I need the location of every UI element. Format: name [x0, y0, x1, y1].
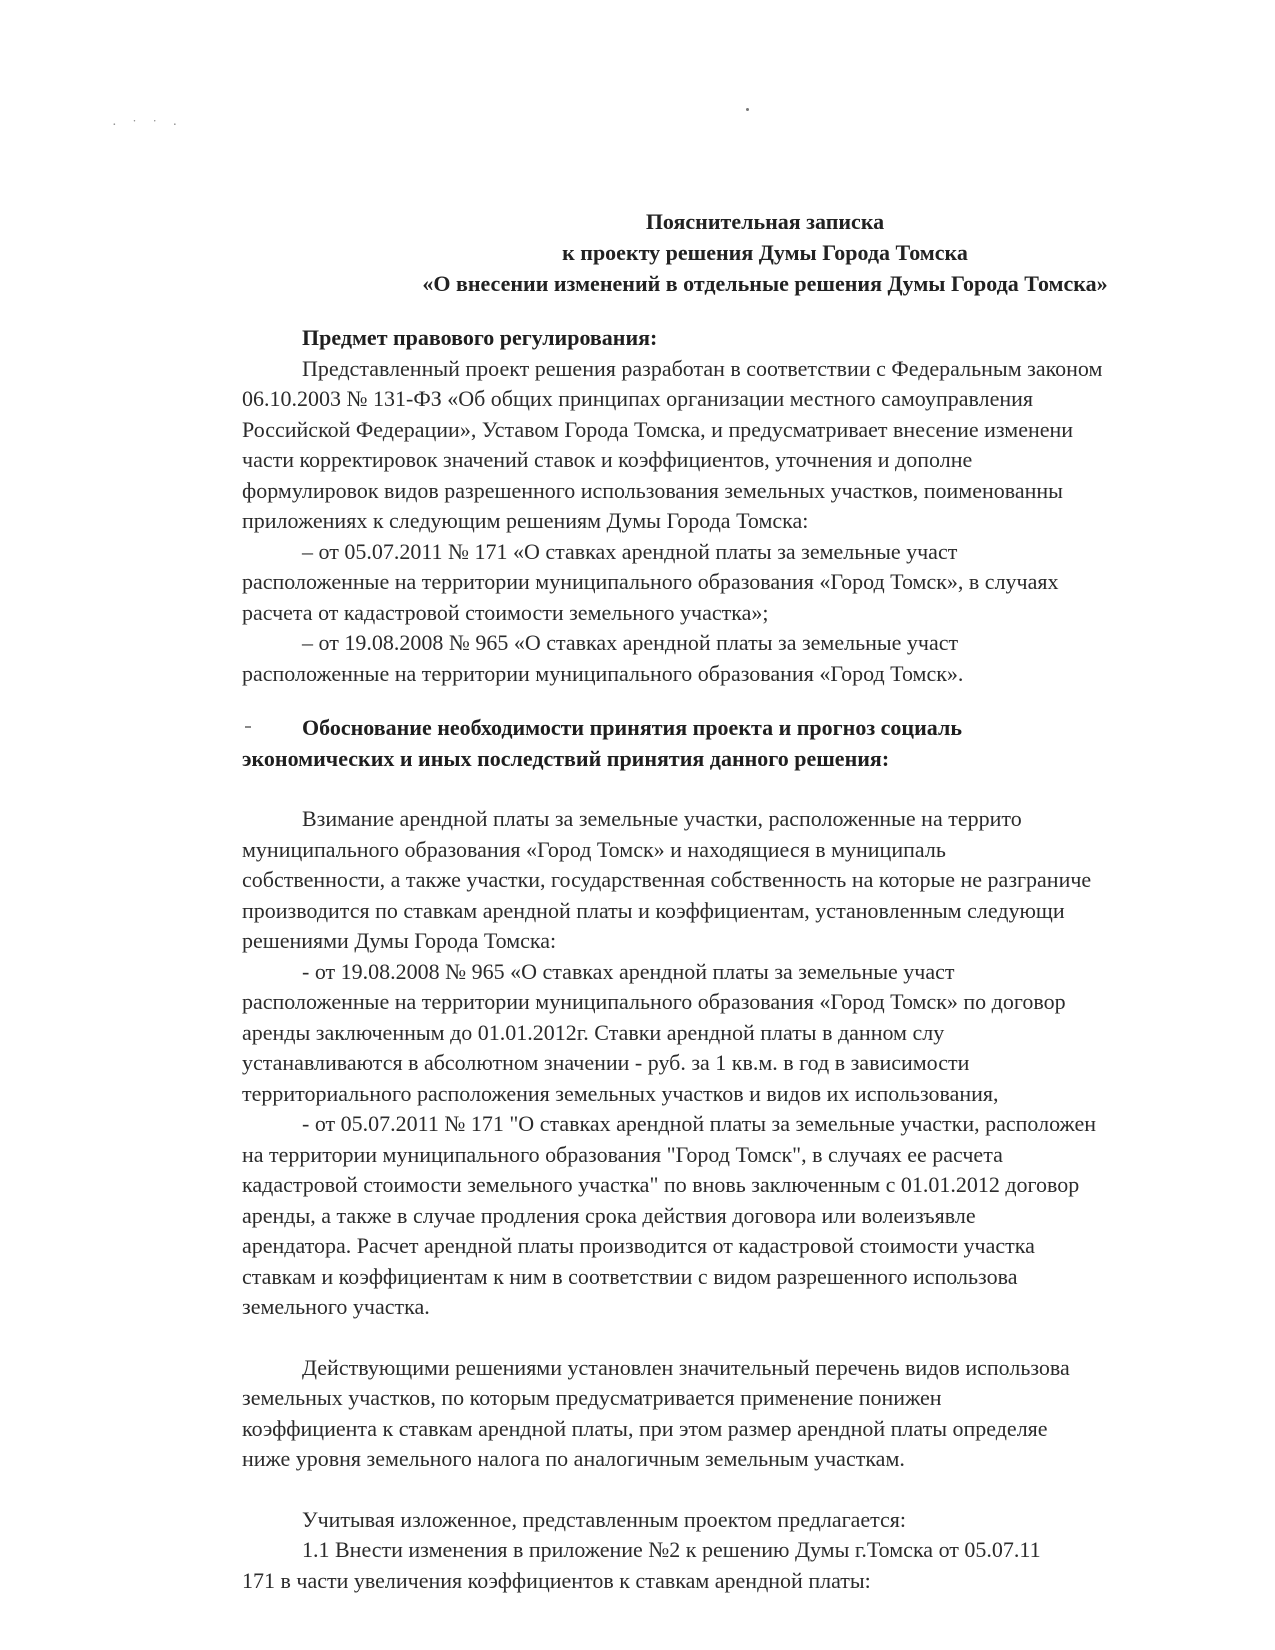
para1-line: решениями Думы Города Томска: — [242, 928, 557, 953]
para2-line: земельных участков, по которым предусматривается применение понижен — [242, 1385, 942, 1410]
scan-specks: · ˙ ˙ · — [112, 118, 184, 133]
para1-line: производится по ставкам арендной платы и коэффициентам, установленным следующи — [242, 897, 1065, 923]
document-title — [300, 206, 1230, 299]
title-line-2: к проекту решения Думы Города Томска — [562, 240, 968, 265]
item1-line: - от 19.08.2008 № 965 «О ставках арендной платы за земельные участ — [302, 958, 955, 984]
section1-line: Представленный проект решения разработан в соответствии с Федеральным законом — [302, 355, 1103, 381]
section2-heading-line-2: экономических и иных последствий принятия данного решения: — [242, 745, 890, 771]
section1-item1-line: расположенные на территории муниципального образования «Город Томск», в случаях — [242, 569, 1059, 594]
item2-line: арендатора. Расчет арендной платы производится от кадастровой стоимости участка — [242, 1233, 1035, 1258]
section1-item2-line: расположенные на территории муниципального образования «Город Томск». — [242, 660, 964, 686]
item2-line: на территории муниципального образования "Город Томск", в случаях ее расчета — [242, 1141, 1003, 1167]
section1-line: формулировок видов разрешенного использования земельных участков, поименованны — [242, 477, 1063, 503]
title-line-3: «О внесении изменений в отдельные решения Думы Города Томска» — [422, 271, 1108, 296]
section2-heading-line-1: Обоснование необходимости принятия проекта и прогноз социаль — [302, 715, 962, 740]
item2-line: земельного участка. — [242, 1294, 430, 1319]
item1-line: расположенные на территории муниципального образования «Город Томск» по договор — [242, 989, 1066, 1014]
item1-line: территориального расположения земельных участков и видов их использования, — [242, 1080, 999, 1106]
section1-item1-line: – от 05.07.2011 № 171 «О ставках арендной платы за земельные участ — [302, 538, 958, 564]
section1-line: части корректировок значений ставок и коэффициентов, уточнения и дополне — [242, 447, 973, 472]
section1-heading: Предмет правового регулирования: — [302, 325, 658, 350]
para3-line: 1.1 Внести изменения в приложение №2 к решению Думы г.Томска от 05.07.11 — [302, 1537, 1041, 1562]
section1-item2-line: – от 19.08.2008 № 965 «О ставках арендной платы за земельные участ — [302, 630, 959, 655]
document-body — [242, 323, 1272, 1596]
section1-line: 06.10.2003 № 131-ФЗ «Об общих принципах организации местного самоуправления — [242, 386, 1034, 411]
para3-line: 171 в части увеличения коэффициентов к ставкам арендной платы: — [242, 1567, 871, 1593]
para2-line: ниже уровня земельного налога по аналогичным земельным участкам. — [242, 1446, 905, 1471]
para1-line: муниципального образования «Город Томск» и находящиеся в муниципаль — [242, 836, 946, 862]
section1-item1-line: расчета от кадастровой стоимости земельного участка»; — [242, 599, 769, 625]
item2-line: аренды, а также в случае продления срока действия договора или волеизъявле — [242, 1202, 976, 1228]
section1-line: Российской Федерации», Уставом Города Томска, и предусматривает внесение изменени — [242, 416, 1074, 442]
item2-line: кадастровой стоимости земельного участка" по вновь заключенным с 01.01.2012 договор — [242, 1172, 1080, 1197]
item2-line: ставкам и коэффициентам к ним в соответствии с видом разрешенного использова — [242, 1263, 1018, 1289]
para1-line: собственности, а также участки, государственная собственность на которые не разграниче — [242, 867, 1092, 892]
item1-line: аренды заключенным до 01.01.2012г. Ставки арендной платы в данном слу — [242, 1019, 945, 1045]
para3-line: Учитывая изложенное, представленным проектом предлагается: — [302, 1506, 907, 1532]
item2-line: - от 05.07.2011 № 171 "О ставках арендной платы за земельные участки, расположен — [302, 1111, 1096, 1136]
para1-line: Взимание арендной платы за земельные участки, расположенные на террито — [302, 806, 1022, 831]
scan-dot — [746, 108, 749, 111]
para2-line: коэффициента к ставкам арендной платы, при этом размер арендной платы определяе — [242, 1415, 1048, 1441]
para2-line: Действующими решениями установлен значительный перечень видов использова — [302, 1354, 1070, 1380]
section1-line: приложениях к следующим решениям Думы Города Томска: — [242, 508, 809, 533]
item1-line: устанавливаются в абсолютном значении - руб. за 1 кв.м. в год в зависимости — [242, 1050, 970, 1075]
title-line-1: Пояснительная записка — [645, 209, 885, 234]
